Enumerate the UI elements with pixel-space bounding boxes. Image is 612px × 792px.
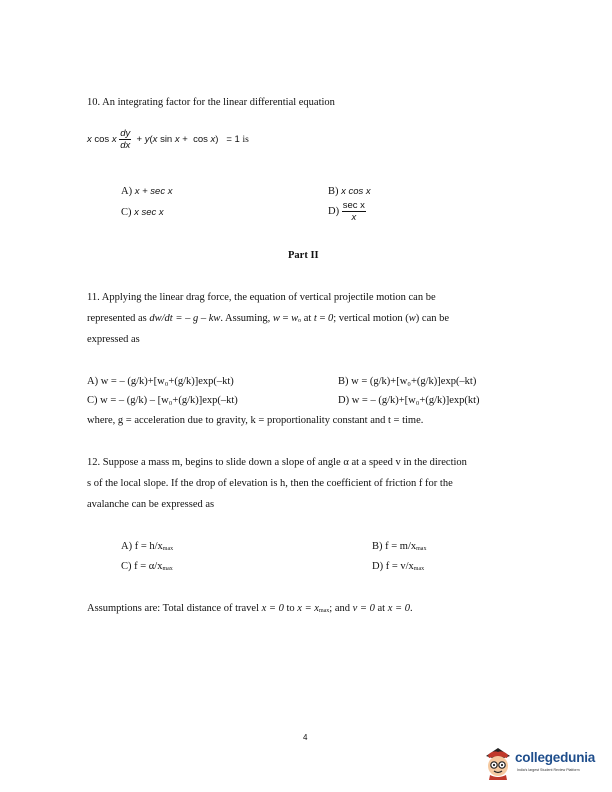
q12-option-a-sub: max: [162, 546, 174, 552]
q11-option-c: C) w = – (g/k) – [w₀+(g/k)]exp(–kt): [87, 395, 238, 406]
eq-x: x: [87, 134, 92, 146]
q12-line2: s of the local slope. If the drop of elevation is h, then the coefficient of friction f for the: [87, 478, 453, 489]
eq-x3: x: [152, 134, 158, 146]
eq-x5: x: [210, 134, 216, 146]
q10-option-a: [121, 186, 172, 197]
eq-x4: x: [174, 134, 180, 146]
q11-zero: 0: [328, 313, 334, 324]
page-number: 4: [303, 733, 308, 742]
part-heading: Part II: [288, 250, 319, 261]
assump-eq: x = 0: [261, 603, 284, 614]
q10-stem: 10. An integrating factor for the linear differential equation: [87, 97, 335, 108]
eq-y: y: [144, 134, 150, 146]
option-d-label: D): [328, 206, 340, 217]
q12-option-a-text: A) f = h/x: [121, 541, 163, 552]
eq-is: is: [242, 135, 249, 146]
q11-option-d: D) w = – (g/k)+[w₀+(g/k)]exp(kt): [338, 395, 480, 406]
assump-eq: v = 0: [352, 603, 375, 614]
assump-eq: x = 0: [387, 603, 410, 614]
q12-line3: avalanche can be expressed as: [87, 499, 215, 510]
eq-dy: dy: [120, 128, 131, 139]
eq-plus2: +: [182, 134, 188, 146]
option-b-label: B): [328, 186, 339, 197]
option-a-label: A): [121, 186, 133, 197]
q12-option-a: [121, 541, 173, 552]
option-d-den: x: [351, 212, 357, 223]
q11-var-w0: w: [291, 313, 299, 324]
option-d-fraction: [342, 200, 366, 223]
q11-text: =: [316, 313, 328, 324]
q12-option-c: [121, 561, 173, 572]
eq-sin: sin: [160, 134, 173, 146]
q11-text: ) can be: [415, 313, 450, 324]
q12-option-b: [372, 541, 426, 552]
eq-dydx: [119, 128, 131, 151]
eq-cos: cos: [94, 134, 110, 146]
q11-line3: expressed as: [87, 334, 140, 345]
q11-text: ; vertical motion (: [333, 313, 409, 324]
option-b-text: x cos x: [341, 186, 371, 197]
option-d-num: sec x: [342, 200, 365, 211]
q12-option-c-text: C) f = α/x: [121, 561, 163, 572]
eq-close: ): [215, 134, 219, 146]
q11-option-a: A) w = – (g/k)+[w₀+(g/k)]exp(–kt): [87, 376, 234, 387]
q11-text: at: [301, 313, 314, 324]
q12-option-d: [372, 561, 424, 572]
q11-text: . Assuming,: [220, 313, 273, 324]
brand-name: collegedunia: [515, 750, 596, 765]
q12-option-c-sub: max: [162, 566, 173, 572]
eq-open: (: [149, 134, 153, 146]
assump-text: .: [409, 603, 413, 614]
eq-cos2: cos: [193, 134, 208, 146]
assump-text: ; and: [329, 603, 353, 614]
option-a-text: x + sec x: [134, 186, 173, 197]
q11-line1: 11. Applying the linear drag force, the equation of vertical projectile motion can be: [87, 292, 436, 303]
q12-line1: 12. Suppose a mass m, begins to slide down a slope of angle α at a speed v in the direction: [87, 457, 467, 468]
assump-eq: x = x: [297, 603, 319, 614]
q12-option-d-text: D) f = v/x: [372, 561, 414, 572]
q10-equation: [87, 128, 249, 151]
assump-text: at: [374, 603, 388, 614]
collegedunia-logo: [483, 744, 603, 784]
q12-option-b-text: B) f = m/x: [372, 541, 417, 552]
q12-option-b-sub: max: [416, 546, 427, 552]
q11-text: represented as: [87, 313, 150, 324]
q11-var-w: w: [272, 313, 280, 324]
q10-option-c: [121, 207, 164, 218]
q10-option-b: [328, 186, 371, 197]
eq-equals: = 1: [226, 134, 240, 146]
eq-x2: x: [111, 134, 117, 146]
q11-line2: [87, 313, 449, 324]
q11-where: where, g = acceleration due to gravity, k = proportionality constant and t = time.: [87, 415, 424, 426]
eq-plus: +: [136, 134, 143, 146]
q11-text: =: [279, 313, 292, 324]
q11-var-t: t: [313, 313, 317, 324]
q11-option-b: B) w = (g/k)+[w₀+(g/k)]exp(–kt): [338, 376, 477, 387]
option-c-label: C): [121, 207, 132, 218]
q12-option-d-sub: max: [413, 566, 425, 572]
assump-sub: max: [318, 608, 330, 614]
q11-var-w: w: [408, 313, 416, 324]
q11-sub: o: [298, 318, 302, 324]
assump-text: to: [283, 603, 298, 614]
option-c-text: x sec x: [134, 207, 164, 218]
assump-text: Assumptions are: Total distance of travel: [87, 603, 262, 614]
q12-assumptions: [87, 603, 413, 614]
brand-tagline: India's largest Student Review Platform: [517, 768, 580, 772]
eq-dx: dx: [120, 140, 131, 151]
q10-option-d: [328, 200, 366, 223]
mascot-icon: [483, 746, 513, 780]
q11-equation: dw/dt = – g – kw: [149, 313, 221, 324]
